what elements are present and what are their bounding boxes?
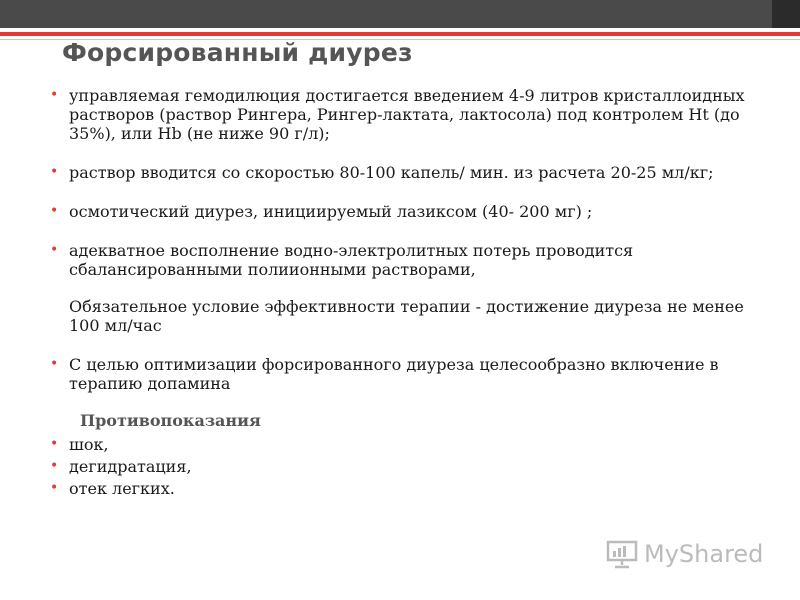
main-bullet-list	[50, 86, 770, 393]
bullet-icon: •	[50, 356, 59, 372]
bullet-icon: •	[50, 242, 59, 258]
bullet-text: С целью оптимизации форсированного диуреза целесообразно включение в терапию допамина	[69, 355, 719, 393]
slide-title: Форсированный диурез	[62, 38, 413, 67]
top-bar	[0, 0, 800, 28]
bullet-item	[50, 355, 770, 393]
contraindication-text: отек легких.	[69, 479, 175, 498]
contraindication-item	[50, 435, 770, 454]
bullet-text: управляемая гемодилюция достигается введением 4-9 литров кристаллоидных растворов (раствор Рингера, Рингер-лактата, лактосола) под контролем Ht (до 35%), или Hb (не ниже 90 г/л);	[69, 86, 745, 143]
contraindication-text: дегидратация,	[69, 457, 192, 476]
bullet-text: раствор вводится со скоростью 80-100 капель/ мин. из расчета 20-25 мл/кг;	[69, 163, 714, 182]
watermark-text: MyShared	[644, 540, 764, 568]
bullet-item	[50, 163, 770, 182]
bullet-item	[50, 241, 770, 335]
contraindication-text: шок,	[69, 435, 109, 454]
bullet-icon: •	[50, 458, 59, 474]
contraindications-heading: Противопоказания	[80, 411, 261, 430]
bullet-subparagraph: Обязательное условие эффективности терапии - достижение диуреза не менее 100 мл/час	[69, 297, 744, 335]
slide-content	[50, 86, 770, 501]
bullet-icon: •	[50, 87, 59, 103]
bullet-item	[50, 86, 770, 143]
presentation-board-icon	[606, 539, 638, 569]
bullet-item	[50, 202, 770, 221]
bullet-icon: •	[50, 203, 59, 219]
top-bar-corner	[772, 0, 800, 28]
bullet-icon: •	[50, 436, 59, 452]
contraindications-list	[50, 435, 770, 498]
bullet-text: осмотический диурез, инициируемый лазиксом (40- 200 мг) ;	[69, 202, 593, 221]
watermark	[606, 536, 763, 572]
contraindication-item	[50, 479, 770, 498]
contraindication-item	[50, 457, 770, 476]
accent-line	[0, 32, 800, 36]
bullet-icon: •	[50, 480, 59, 496]
bullet-icon: •	[50, 164, 59, 180]
bullet-text: адекватное восполнение водно-электролитных потерь проводится сбалансированными полиионными растворами,	[69, 241, 634, 279]
